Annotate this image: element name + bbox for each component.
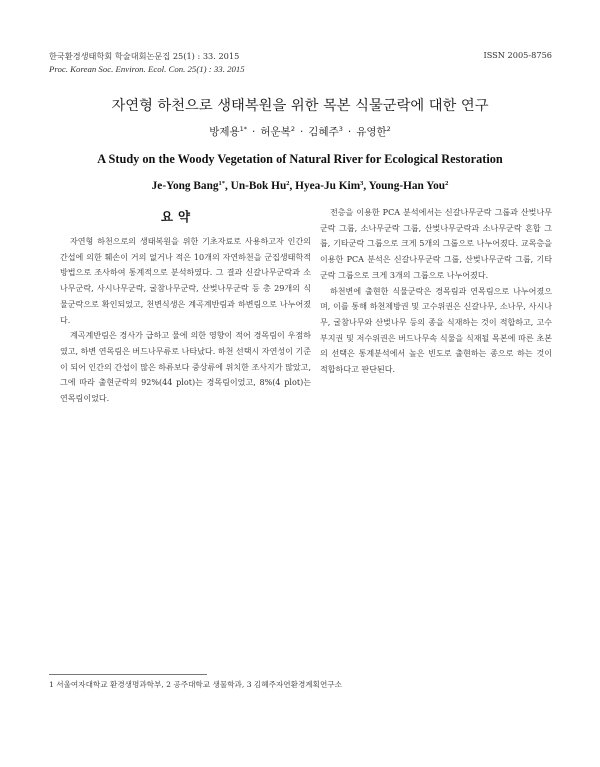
author-list-ko [0, 124, 600, 139]
abstract-paragraph: 하천변에 출현한 식물군락은 경목림과 연목림으로 나누어졌으며, 이를 통해 하천제방권 및 고수위권은 신갈나무, 소나무, 사시나무, 굴참나무와 산벚나무 등의 종을 식재하는 것이 적합하고, 고수부지권 및 저수위권은 버드나무속 식물을 식재될 목본에 따른 초본의 선택은 통계분석에서 높은 빈도로 출현하는 종으로 하는 것이 적합하다고 판단된다. [320, 286, 552, 375]
author-affiliation-mark: 1* [239, 125, 248, 133]
journal-citation-en: Proc. Korean Soc. Environ. Ecol. Con. 25(1) : 33. 2015 [49, 64, 245, 74]
author-name-ko: 유영한 [356, 126, 387, 138]
paper-title-en: A Study on the Woody Vegetation of Natural River for Ecological Restoration [97, 152, 503, 166]
issn: ISSN 2005-8756 [483, 50, 552, 60]
journal-citation-ko: 한국환경생태학회 학술대회논문집 25(1) : 33. 2015 [49, 51, 240, 61]
abstract-paragraph: 자연형 하천으로의 생태복원을 위한 기초자료로 사용하고자 인간의 간섭에 의한 훼손이 거의 없거나 적은 10개의 자연하천을 군집생태학적 방법으로 조사하여 통계적으로 분석하였다. 그 결과 신갈나무군락과 소나무군락, 사시나무군락, 굴참나무군락, 산벚나무군락 등 총 29개의 식물군락으로 확인되었고, 천변식생은 계곡계반림과 하변림으로 나누어졌다. [60, 237, 311, 325]
author-affiliation-mark: 1* [218, 180, 226, 187]
author-affiliation-mark: 2 [386, 125, 391, 133]
author-affiliation-mark: 3 [338, 125, 343, 133]
footnote-divider [49, 674, 207, 675]
author-name-en: Je-Yong Bang [151, 180, 219, 192]
author-affiliation-mark: 2 [286, 180, 290, 187]
abstract-paragraph: 계곡계반림은 경사가 급하고 물에 의한 영향이 적어 경목림이 우점하였고, 하변 연목림은 버드나무류로 나타났다. 하천 선택시 자연성이 기준이 되어 인간의 간섭이 많은 하류보다 중상류에 위치한 조사지가 많았고, 그에 따라 출현군락의 92%(44 plot)는 경목림이었고, 8%(4 plot)는 연목림이었다. [60, 331, 312, 404]
abstract-heading: 요약 [160, 209, 196, 224]
author-name-ko: 김혜주 [308, 126, 339, 138]
author-name-en: Un-Bok Hu [230, 180, 287, 192]
author-separator: , [363, 180, 369, 192]
author-separator: · [347, 126, 352, 138]
author-list-en [0, 180, 600, 192]
author-name-ko: 방제용 [209, 126, 240, 138]
author-name-en: Hyea-Ju Kim [295, 180, 361, 192]
author-separator: · [299, 126, 304, 138]
abstract-paragraph: 전층을 이용한 PCA 분석에서는 신갈나무군락 그룹과 산벚나무군락 그룹, 소나무군락 그룹, 산벚나무군락과 소나무군락 혼합 그룹, 기타군락 그룹으로 크게 5개의 그룹으로 나누어졌다. 교목층을 이용한 PCA 분석은 신갈나무군락 그룹, 산벚나무군락 그룹, 기타군락 그룹으로 크게 3개의 그룹으로 나누어졌다. [320, 208, 552, 280]
author-affiliation-mark: 2 [445, 180, 449, 187]
author-separator: · [252, 126, 256, 138]
author-affiliation-mark: 2 [290, 125, 295, 133]
author-separator: , [225, 180, 231, 192]
paper-title-ko: 자연형 하천으로 생태복원을 위한 목본 식물군락에 대한 연구 [111, 98, 489, 114]
author-separator: , [289, 180, 296, 192]
author-name-en: Young-Han You [368, 180, 446, 192]
author-name-ko: 허운복 [260, 126, 291, 138]
affiliation-footnote: 1 서울여자대학교 환경생명과학부, 2 공주대학교 생물학과, 3 김혜주자연환경계획연구소 [49, 680, 342, 689]
journal-header [49, 50, 245, 76]
abstract-left-column [60, 234, 311, 407]
author-affiliation-mark: 3 [360, 180, 364, 187]
abstract-right-column [320, 205, 552, 378]
